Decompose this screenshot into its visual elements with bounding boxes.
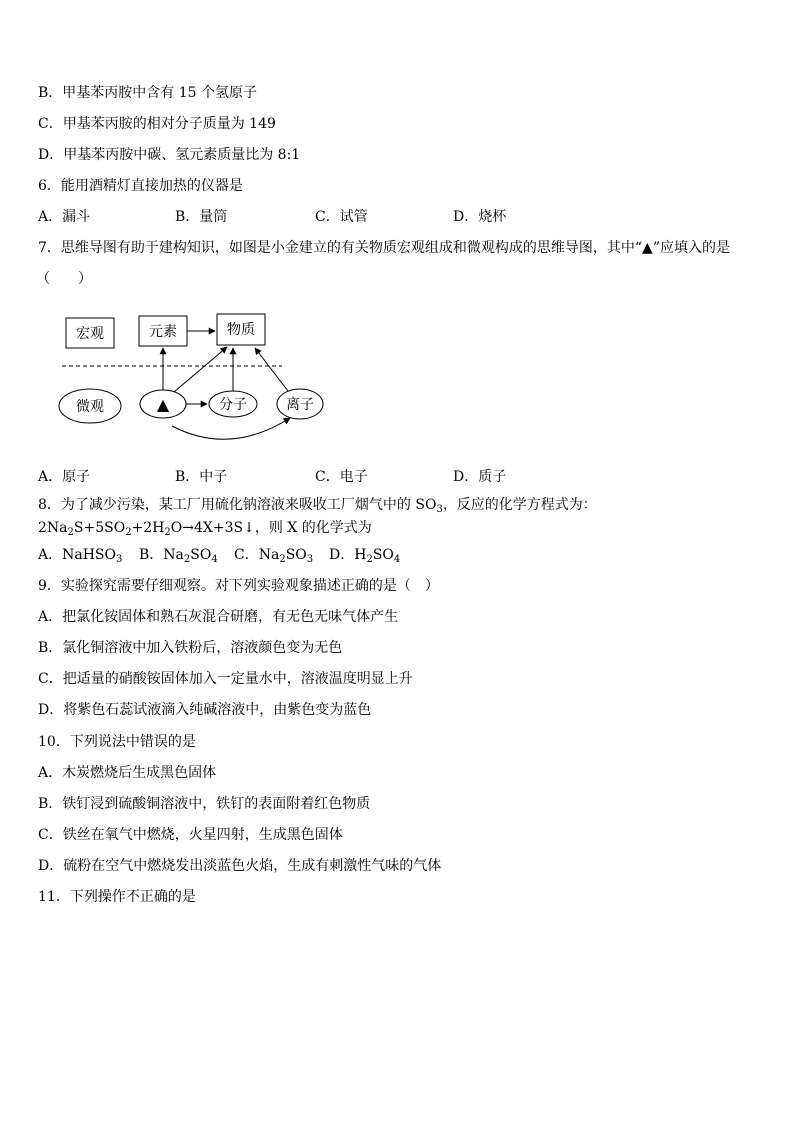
concept-map-diagram <box>50 308 350 458</box>
arrow-ion-to-substance <box>255 348 288 391</box>
micro-ellipse <box>59 389 121 423</box>
eq-part: +2H <box>131 520 165 536</box>
opt-sub: 4 <box>211 554 218 565</box>
opt-sub: 2 <box>183 554 191 565</box>
q11-stem: 11．下列操作不正确的是 <box>38 889 196 905</box>
q6-option-b: B．量筒 <box>175 209 228 225</box>
arrow-triangle-to-ion <box>172 418 290 439</box>
opt-sub: 4 <box>393 554 401 565</box>
arrow-triangle-to-substance <box>174 347 227 392</box>
q9-option-c: C．把适量的硝酸铵固体加入一定量水中，溶液温度明显上升 <box>38 671 413 687</box>
q7-option-d: D．质子 <box>453 469 507 485</box>
molecule-label: 分子 <box>219 397 247 413</box>
ion-label: 离子 <box>286 397 314 413</box>
eq-part: S+5SO <box>73 520 126 536</box>
q7-option-a: A．原子 <box>38 469 91 485</box>
opt-text: D．H <box>329 547 367 563</box>
q8-stem <box>38 496 597 514</box>
triangle-symbol: ▲ <box>156 395 170 414</box>
opt-sub: 2 <box>366 554 373 565</box>
q8-stem-text: 8．为了减少污染，某工厂用硫化钠溶液来吸收工厂烟气中的 SO <box>38 497 437 513</box>
q5-option-b: B．甲基苯丙胺中含有 15 个氢原子 <box>38 85 258 101</box>
element-box <box>139 316 187 346</box>
q6-option-c: C．试管 <box>315 209 368 225</box>
q5-option-d: D．甲基苯丙胺中碳、氢元素质量比为 8:1 <box>38 147 301 163</box>
substance-box <box>217 314 265 345</box>
macro-box <box>66 318 114 348</box>
q6-stem: 6．能用酒精灯直接加热的仪器是 <box>38 178 243 194</box>
q5-option-c: C．甲基苯丙胺的相对分子质量为 149 <box>38 116 276 132</box>
q7-option-b: B．中子 <box>175 469 228 485</box>
macro-label: 宏观 <box>76 326 104 342</box>
q10-option-c: C．铁丝在氧气中燃烧，火星四射，生成黑色固体 <box>38 827 343 843</box>
element-label: 元素 <box>149 324 177 340</box>
substance-label: 物质 <box>227 322 255 338</box>
q8-stem-sub: 3 <box>436 504 443 515</box>
q6-option-d: D．烧杯 <box>453 209 507 225</box>
q8-option-a <box>38 546 122 564</box>
q8-stem-end: ，反应的化学方程式为： <box>442 497 597 513</box>
opt-sub: 3 <box>306 554 314 565</box>
q9-stem: 9．实验探究需要仔细观察。对下列实验观象描述正确的是（ ） <box>38 578 439 594</box>
q10-option-b: B．铁钉浸到硫酸铜溶液中，铁钉的表面附着红色物质 <box>38 796 371 812</box>
eq-part: 2Na <box>38 520 68 536</box>
q8-option-c <box>234 546 313 564</box>
eq-sub: 2 <box>125 527 132 538</box>
q6-option-a: A．漏斗 <box>38 209 91 225</box>
q10-option-a: A．木炭燃烧后生成黑色固体 <box>38 765 217 781</box>
eq-sub: 2 <box>164 527 171 538</box>
q7-answer-paren: （ ） <box>36 271 92 287</box>
opt-text: SO <box>190 547 212 563</box>
q9-option-a: A．把氯化铵固体和熟石灰混合研磨，有无色无味气体产生 <box>38 609 399 625</box>
ion-ellipse <box>277 389 323 419</box>
opt-text: SO <box>285 547 307 563</box>
q7-option-c: C．电子 <box>315 469 368 485</box>
opt-sub: 3 <box>115 554 123 565</box>
q7-stem: 7．思维导图有助于建构知识，如图是小金建立的有关物质宏观组成和微观构成的思维导图，其中“▲”应填入的是 <box>38 240 730 256</box>
opt-text: A．NaHSO <box>38 547 116 563</box>
q10-option-d: D．硫粉在空气中燃烧发出淡蓝色火焰，生成有刺激性气味的气体 <box>38 858 442 874</box>
micro-label: 微观 <box>76 399 104 415</box>
eq-sub: 2 <box>67 527 74 538</box>
q8-equation <box>38 519 372 537</box>
q10-stem: 10．下列说法中错误的是 <box>38 734 196 750</box>
q9-option-b: B．氯化铜溶液中加入铁粉后，溶液颜色变为无色 <box>38 640 343 656</box>
opt-text: C．Na <box>234 547 280 563</box>
opt-sub: 2 <box>279 554 286 565</box>
q8-option-b <box>139 546 218 564</box>
q8-option-d <box>329 546 400 564</box>
opt-text: SO <box>372 547 394 563</box>
triangle-ellipse <box>140 390 186 418</box>
q9-option-d: D．将紫色石蕊试液滴入纯碱溶液中，由紫色变为蓝色 <box>38 702 372 718</box>
eq-part: O→4X+3S↓，则 X 的化学式为 <box>170 520 372 536</box>
molecule-ellipse <box>209 391 257 417</box>
opt-text: B．Na <box>139 547 184 563</box>
